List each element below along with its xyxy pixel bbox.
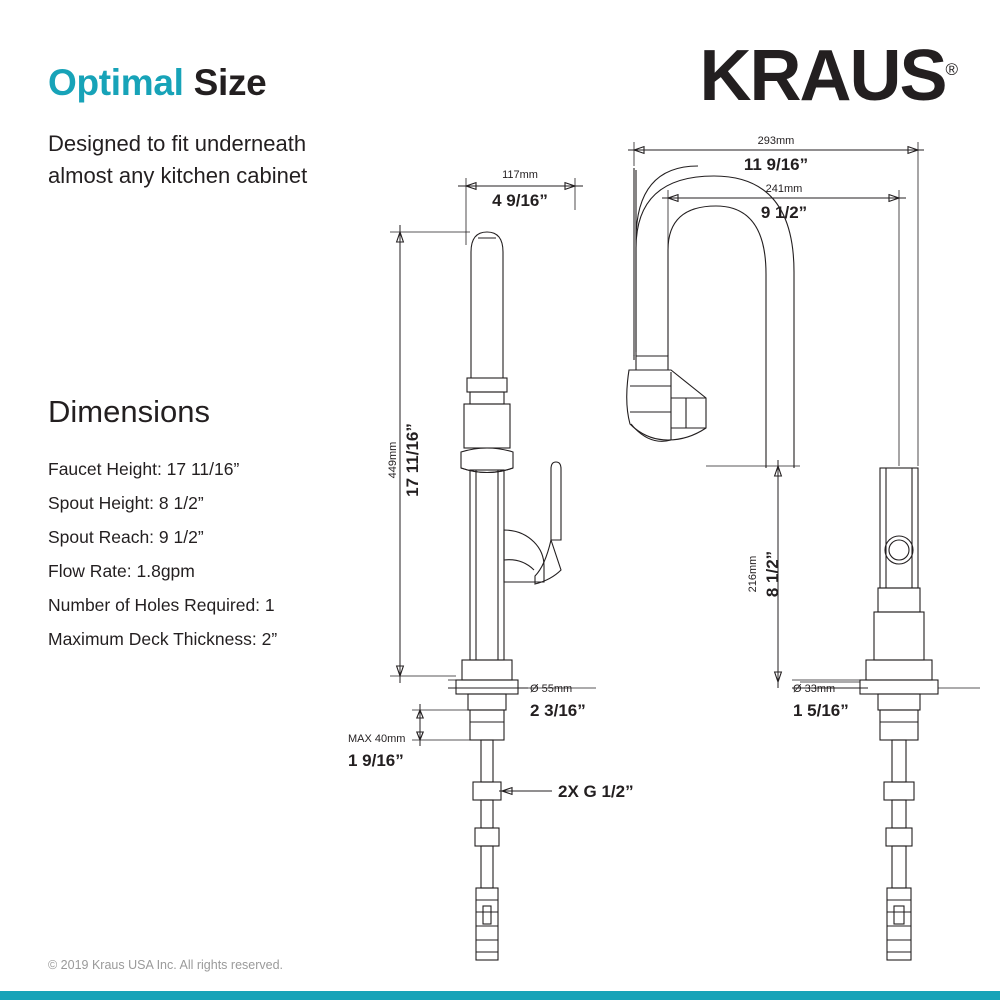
list-item: Number of Holes Required: 1 xyxy=(48,595,275,615)
side-base-dia-in: 2 3/16” xyxy=(530,701,586,720)
front-base-diameter-dimension xyxy=(792,680,980,720)
page-title-rest: Size xyxy=(183,62,267,103)
thread-callout-label: 2X G 1/2” xyxy=(558,782,634,801)
front-overall-in: 11 9/16” xyxy=(743,155,809,174)
front-spout-height-mm: 216mm xyxy=(747,555,759,593)
copyright-footer: © 2019 Kraus USA Inc. All rights reserved. xyxy=(48,958,284,972)
list-item: Spout Reach: 9 1/2” xyxy=(48,527,204,547)
list-item: Maximum Deck Thickness: 2” xyxy=(48,629,278,649)
thread-callout xyxy=(499,782,634,801)
page-subtitle: Designed to fit underneath almost any kitchen cabinet xyxy=(48,131,308,188)
side-width-dimension xyxy=(458,169,583,245)
side-height-mm: 449mm xyxy=(387,441,399,479)
list-item: Spout Height: 8 1/2” xyxy=(48,493,204,513)
front-view-faucet xyxy=(627,166,938,960)
front-overall-mm: 293mm xyxy=(757,135,795,147)
registered-mark-icon: ® xyxy=(945,60,958,79)
list-item: Flow Rate: 1.8gpm xyxy=(48,561,195,581)
dimensions-heading: Dimensions xyxy=(48,394,210,429)
front-reach-dimension xyxy=(662,183,906,466)
list-item: Faucet Height: 17 11/16” xyxy=(48,459,240,479)
front-spout-height-in: 8 1/2” xyxy=(763,550,782,598)
front-base-dia-in: 1 5/16” xyxy=(793,701,849,720)
front-reach-mm: 241mm xyxy=(765,183,803,195)
side-deck-thickness-dimension xyxy=(348,704,470,770)
side-width-in: 4 9/16” xyxy=(492,191,548,210)
brand-logo-text: KRAUS xyxy=(699,36,946,116)
front-reach-in: 9 1/2” xyxy=(760,203,808,222)
side-deck-in: 1 9/16” xyxy=(348,751,404,770)
page-title-accent: Optimal xyxy=(48,62,184,103)
front-spout-height-dimension xyxy=(706,460,860,688)
side-height-in: 17 11/16” xyxy=(403,423,422,497)
side-width-mm: 117mm xyxy=(502,169,538,181)
side-base-dia-mm: Ø 55mm xyxy=(530,683,573,695)
side-deck-mm: MAX 40mm xyxy=(348,733,406,745)
side-view-faucet xyxy=(456,232,561,960)
side-height-dimension xyxy=(387,225,470,683)
front-base-dia-mm: Ø 33mm xyxy=(793,683,836,695)
